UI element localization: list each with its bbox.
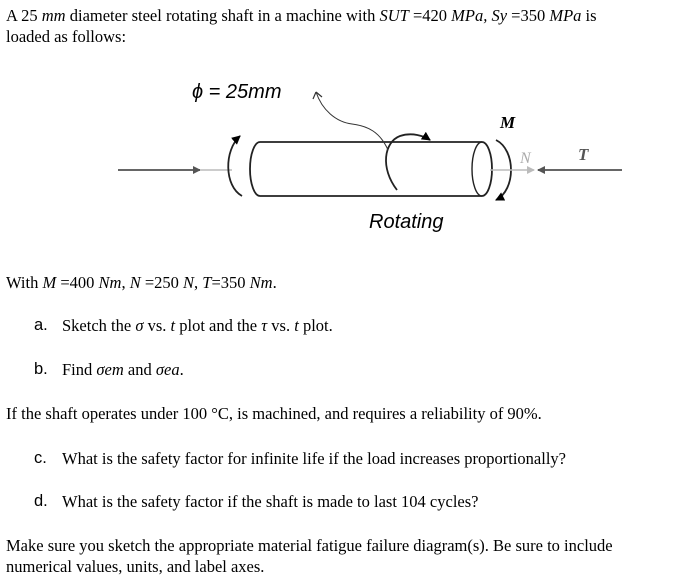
question-d-text: What is the safety factor if the shaft is made to last 104 cycles? <box>62 492 479 511</box>
question-c-text: What is the safety factor for infinite life if the load increases proportionally? <box>62 449 566 468</box>
diameter-label: ϕ = 25mm <box>192 81 282 103</box>
question-d-label: d. <box>34 492 48 510</box>
question-a-label: a. <box>34 316 48 334</box>
rotating-label: Rotating <box>369 211 444 233</box>
torque-label: T <box>578 145 589 164</box>
intro-line-1: A 25 mm diameter steel rotating shaft in a machine with SUT =420 MPa, Sy =350 MPa is <box>6 6 597 25</box>
closing-line-1: Make sure you sketch the appropriate material fatigue failure diagram(s). Be sure to include <box>6 536 613 555</box>
left-moment-arc <box>228 136 242 196</box>
question-b-label: b. <box>34 360 48 378</box>
shaft-cylinder <box>250 142 492 196</box>
axial-force-label: N <box>520 150 531 167</box>
question-b-text: Find σem and σea. <box>62 360 184 379</box>
intro-line-2: loaded as follows: <box>6 27 127 46</box>
question-a-text: Sketch the σ vs. t plot and the τ vs. t plot. <box>62 316 333 335</box>
closing-line-2: numerical values, units, and label axes. <box>6 557 265 576</box>
conditions-text: If the shaft operates under 100 °C, is machined, and requires a reliability of 90%. <box>6 404 542 423</box>
question-c-label: c. <box>34 449 47 467</box>
moment-label: M <box>500 113 516 132</box>
loads-line: With M =400 Nm, N =250 N, T=350 Nm. <box>6 273 277 292</box>
